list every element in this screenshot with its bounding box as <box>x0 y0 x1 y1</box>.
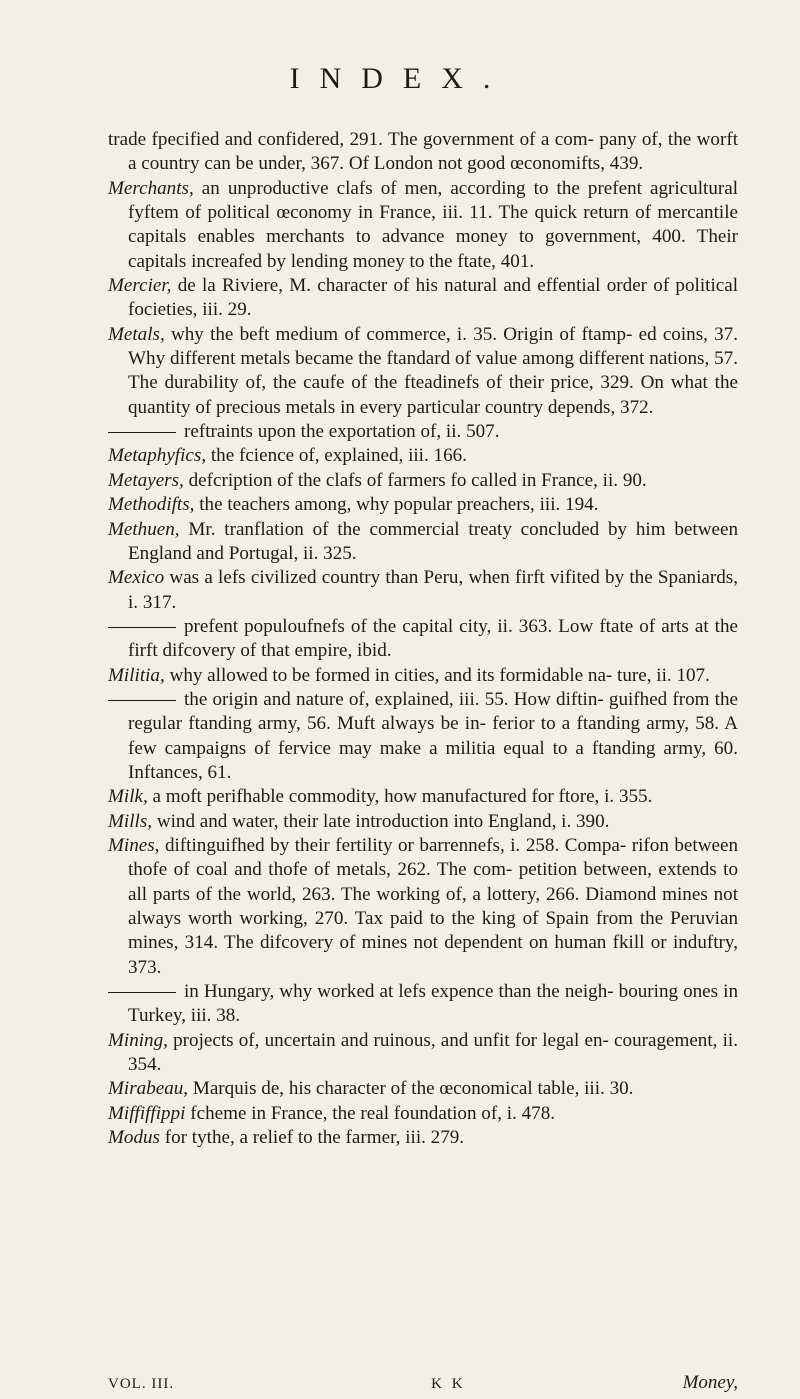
entry-text: prefent populoufnefs of the capital city, ii. 363. Low ftate of arts at the firft difcovery of that empire, ibid. <box>128 615 738 662</box>
entry-text: fcheme in France, the real foundation of, i. 478. <box>190 1102 556 1124</box>
index-entry <box>108 177 738 274</box>
entry-heading: Merchants, <box>108 177 194 199</box>
entry-heading: Mercier, <box>108 275 172 297</box>
index-entries <box>108 128 738 1150</box>
entry-heading: Metaphyfics, <box>108 445 207 467</box>
index-entry <box>108 469 738 493</box>
ditto-dash <box>108 700 176 701</box>
index-entry <box>108 323 738 420</box>
entry-heading: Mining, <box>108 1029 168 1051</box>
entry-heading: Mexico <box>108 567 165 589</box>
entry-text: was a lefs civilized country than Peru, when firft vifited by the Spaniards, i. 317. <box>128 567 738 613</box>
index-entry <box>108 688 738 785</box>
index-entry <box>108 785 738 809</box>
entry-text: why the beft medium of commerce, i. 35. Origin of ftamp- ed coins, 37. Why different metals became the ftandard of value among different nations, 57. The durability of, the caufe of the fteadinefs of their price, 329. On what the quantity of precious metals in every particular country depends, 372. <box>128 323 738 418</box>
entry-text: diftinguifhed by their fertility or barrennefs, i. 258. Compa- rifon between thofe of coal and thofe of metals, 262. The com- petition between, extends to all parts of the world, 263. The working of, a lottery, 266. Diamond mines not always worth working, 270. Tax paid to the king of Spain from the Peruvian mines, 314. The difcovery of mines not dependent on human fkill or induftry, 373. <box>128 834 738 978</box>
entry-heading: Mines, <box>108 834 160 856</box>
entry-text: projects of, uncertain and ruinous, and unfit for legal en- couragement, ii. 354. <box>128 1029 738 1076</box>
index-entry <box>108 1029 738 1078</box>
entry-text: in Hungary, why worked at lefs expence than the neigh- bouring ones in Turkey, iii. 38. <box>128 981 738 1027</box>
entry-heading: Miffiffippi <box>108 1102 186 1124</box>
entry-text: Marquis de, his character of the œconomical table, iii. 30. <box>192 1078 634 1100</box>
index-entry <box>108 444 738 468</box>
index-entry <box>108 1102 738 1126</box>
ditto-dash <box>108 432 176 433</box>
ditto-dash <box>108 992 176 993</box>
entry-text: the origin and nature of, explained, iii. 55. How diftin- guifhed from the regular ftanding army, 56. Muft always be in- ferior to a ftanding army, 58. A few campaigns of fervice may make a militia equal to a ftanding army, 60. Inftances, 61. <box>128 688 738 783</box>
entry-heading: Militia, <box>108 664 165 686</box>
index-entry <box>108 810 738 834</box>
entry-heading: Mirabeau, <box>108 1078 189 1100</box>
entry-heading: Milk, <box>108 786 148 808</box>
index-entry <box>108 980 738 1029</box>
index-entry <box>108 615 738 664</box>
entry-text: reftraints upon the exportation of, ii. 507. <box>184 421 500 443</box>
ditto-dash <box>108 627 176 628</box>
page-header: INDEX. <box>289 62 511 95</box>
index-entry <box>108 664 738 688</box>
index-entry <box>108 493 738 517</box>
entry-text: the fcience of, explained, iii. 166. <box>210 445 467 467</box>
entry-heading: Metals, <box>108 323 165 345</box>
entry-text: a moft perifhable commodity, how manufactured for ftore, i. 355. <box>152 786 653 808</box>
entry-text: why allowed to be formed in cities, and its formidable na- ture, ii. 107. <box>169 664 710 686</box>
entry-text: for tythe, a relief to the farmer, iii. 279. <box>164 1127 465 1149</box>
volume-label: VOL. III. <box>108 1376 175 1392</box>
entry-text: trade fpecified and confidered, 291. The government of a com- pany of, the worft a country can be under, 367. Of London not good œconomifts, 439. <box>108 129 738 175</box>
index-entry <box>108 1126 738 1150</box>
entry-text: de la Riviere, M. character of his natural and effential order of political focieties, iii. 29. <box>128 275 739 321</box>
index-entry <box>108 128 738 177</box>
entry-heading: Modus <box>108 1127 160 1149</box>
entry-heading: Mills, <box>108 810 153 832</box>
entry-text: Mr. tranflation of the commercial treaty concluded by him between England and Portugal, ii. 325. <box>128 518 738 564</box>
index-entry <box>108 274 738 323</box>
entry-heading: Methuen, <box>108 518 180 540</box>
entry-heading: Metayers, <box>108 469 184 491</box>
catchword: Money, <box>682 1372 738 1393</box>
index-entry <box>108 834 738 980</box>
index-entry <box>108 566 738 615</box>
entry-text: wind and water, their late introduction into England, i. 390. <box>156 810 610 832</box>
signature-mark: K K <box>431 1376 466 1392</box>
entry-heading: Methodifts, <box>108 494 195 516</box>
entry-text: defcription of the clafs of farmers fo called in France, ii. 90. <box>188 469 647 491</box>
index-entry <box>108 518 738 567</box>
entry-text: the teachers among, why popular preachers, iii. 194. <box>199 494 599 516</box>
page-footer <box>108 1372 738 1394</box>
entry-text: an unproductive clafs of men, according to the prefent agricultural fyftem of political œconomy in France, iii. 11. The quick return of mercantile capitals enables merchants to advance money to government, 400. Their capitals increafed by lending money to the ftate, 401. <box>128 177 738 272</box>
index-entry <box>108 1077 738 1101</box>
index-entry <box>108 420 738 444</box>
